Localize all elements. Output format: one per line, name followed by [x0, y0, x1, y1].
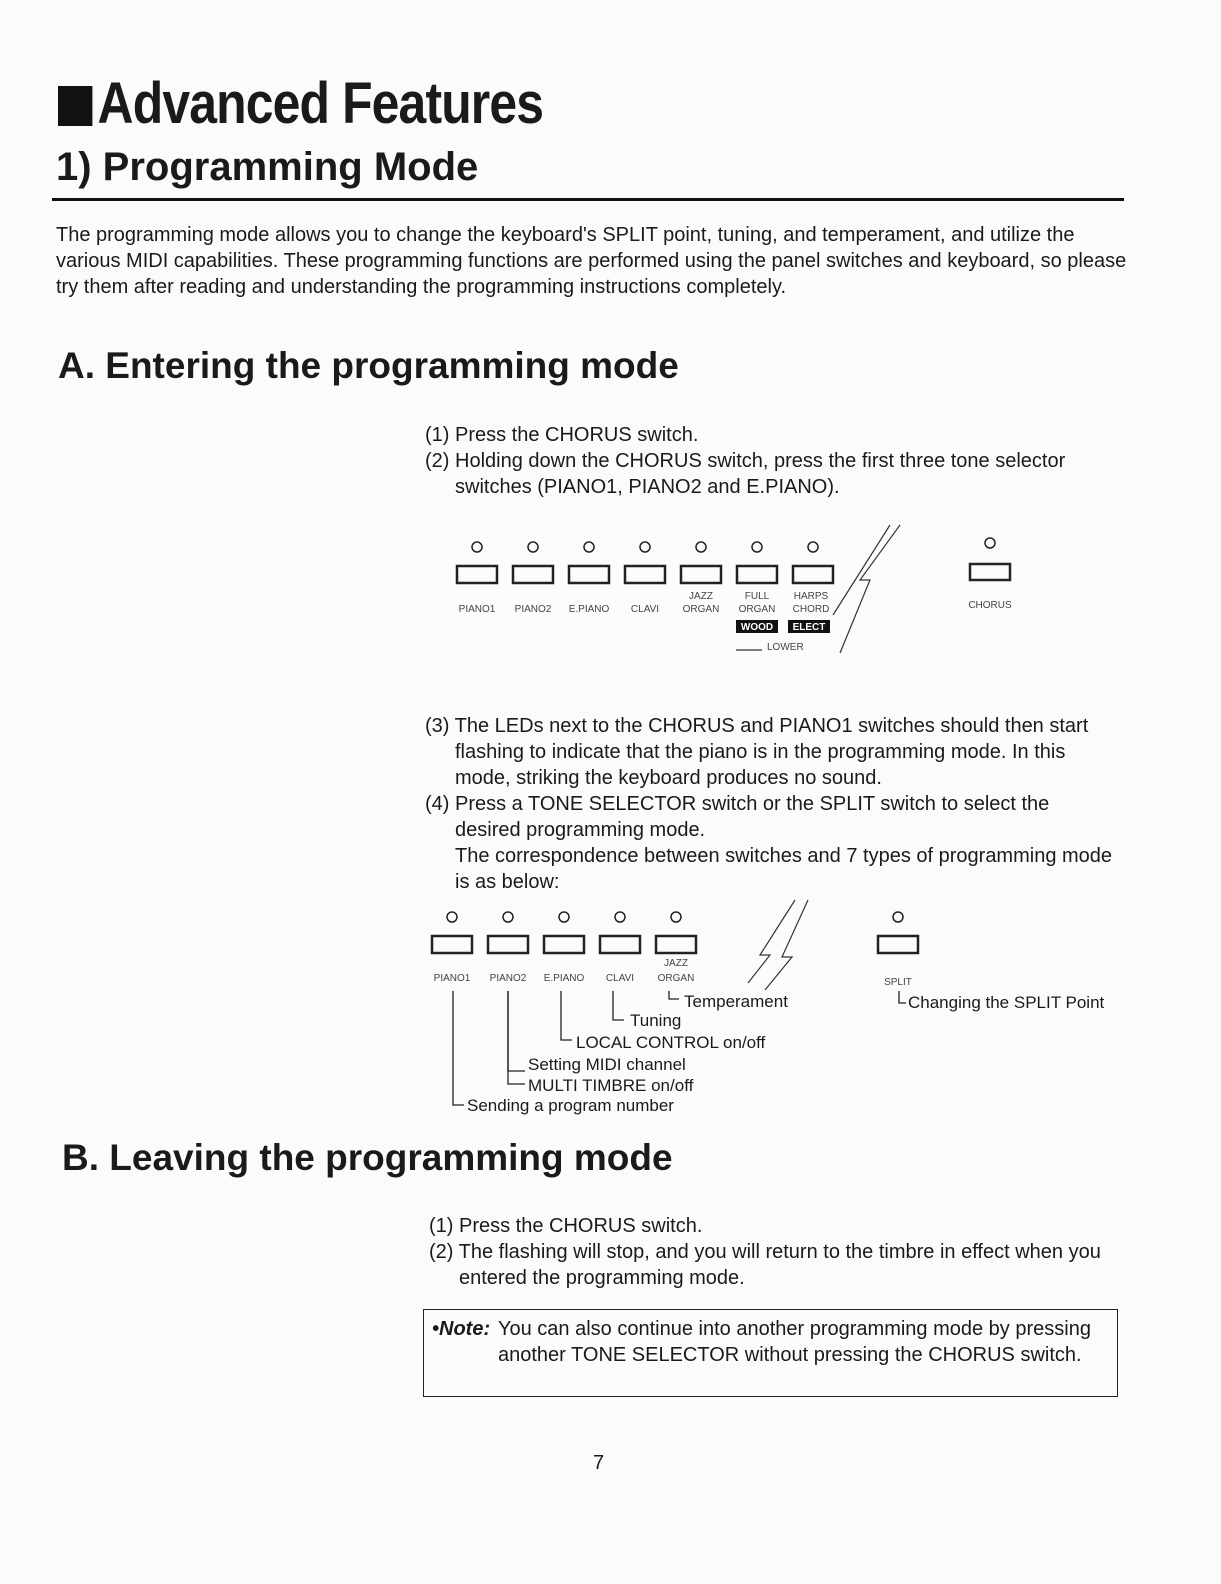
label-piano1: PIANO1: [458, 604, 496, 615]
led-b-epiano: [559, 912, 569, 922]
label-organ-1: ORGAN: [682, 604, 720, 615]
label-organ-2: ORGAN: [738, 604, 776, 615]
led-full-organ: [752, 542, 762, 552]
section-title: 1) Programming Mode: [56, 145, 479, 189]
switch-piano2: [513, 566, 553, 583]
switch-harps-chord: [793, 566, 833, 583]
step-b-2: (2) The flashing will stop, and you will return to the timbre in effect when you entered the programming mode.: [429, 1241, 1101, 1289]
fn-tuning: Tuning: [630, 1011, 682, 1030]
switch-b-clavi: [600, 936, 640, 953]
fn-split-point: Changing the SPLIT Point: [908, 993, 1105, 1012]
switch-full-organ: [737, 566, 777, 583]
switch-piano1: [457, 566, 497, 583]
fn-local-control: LOCAL CONTROL on/off: [576, 1033, 766, 1052]
note-box: [423, 1309, 1118, 1397]
led-chorus: [985, 538, 995, 548]
label-harps: HARPS: [793, 591, 829, 602]
led-jazz-organ: [696, 542, 706, 552]
fn-program-number: Sending a program number: [467, 1096, 674, 1115]
page-title: [58, 70, 543, 137]
label-chorus: CHORUS: [968, 600, 1012, 611]
led-piano2: [528, 542, 538, 552]
leader-multi-timbre: [508, 991, 525, 1084]
note-text: You can also continue into another programming mode by pressing another TONE SELECTOR without pressing the CHORUS switch.: [498, 1318, 1091, 1366]
badge-wood-text: WOOD: [740, 622, 774, 633]
led-harps-chord: [808, 542, 818, 552]
switch-b-piano2: [488, 936, 528, 953]
title-square-bullet: [58, 86, 92, 126]
section-b-heading: B. Leaving the programming mode: [62, 1137, 673, 1178]
label-jazz: JAZZ: [689, 591, 713, 602]
leader-midi-channel: [508, 991, 525, 1071]
step-a-4: (4) Press a TONE SELECTOR switch or the SPLIT switch to select the desired programming mode.: [425, 793, 1050, 841]
label-chord: CHORD: [792, 604, 830, 615]
fn-temperament: Temperament: [684, 992, 788, 1011]
switch-epiano: [569, 566, 609, 583]
label-lower: LOWER: [767, 642, 804, 653]
label-b-split: SPLIT: [884, 977, 912, 988]
label-b-piano1: PIANO1: [433, 973, 471, 984]
label-b-organ: ORGAN: [657, 973, 695, 984]
label-clavi: CLAVI: [630, 604, 660, 615]
note-label: •Note:: [432, 1318, 491, 1340]
led-piano1: [472, 542, 482, 552]
leader-tuning: [613, 991, 624, 1020]
leader-temperament: [669, 991, 679, 999]
switch-b-organ: [656, 936, 696, 953]
switch-b-split: [878, 936, 918, 953]
step-b-1: (1) Press the CHORUS switch.: [429, 1215, 703, 1237]
title-rule: [52, 198, 1124, 201]
led-b-organ: [671, 912, 681, 922]
panel-diagram-a: [440, 520, 1040, 670]
section-a-heading: A. Entering the programming mode: [58, 345, 679, 386]
section-b-steps: [429, 1213, 1119, 1291]
led-b-piano2: [503, 912, 513, 922]
label-full: FULL: [744, 591, 770, 602]
section-a-steps-1: [425, 422, 1115, 500]
led-epiano: [584, 542, 594, 552]
leader-local-control: [561, 991, 572, 1040]
leader-program-number: [453, 991, 464, 1105]
badge-elect-text: ELECT: [792, 622, 826, 633]
leader-split-point: [899, 991, 906, 1003]
led-b-split: [893, 912, 903, 922]
fn-multi-timbre: MULTI TIMBRE on/off: [528, 1076, 694, 1095]
intro-paragraph: The programming mode allows you to change the keyboard's SPLIT point, tuning, and temperament, and utilize the various MIDI capabilities. These programming functions are performed using the panel switches and keyboard, so please try them after reading and understanding the programming instructions completely.: [56, 224, 1127, 298]
label-b-clavi: CLAVI: [605, 973, 635, 984]
break-mark-b-1: [748, 900, 795, 983]
switch-clavi: [625, 566, 665, 583]
label-b-piano2: PIANO2: [489, 973, 527, 984]
label-piano2: PIANO2: [514, 604, 552, 615]
led-clavi: [640, 542, 650, 552]
page-number: 7: [593, 1452, 605, 1474]
switch-b-epiano: [544, 936, 584, 953]
step-a-2: (2) Holding down the CHORUS switch, press the first three tone selector switches (PIANO1, PIANO2 and E.PIANO).: [425, 450, 1066, 498]
step-a-4-detail: The correspondence between switches and 7 types of programming mode is as below:: [455, 845, 1113, 893]
led-b-clavi: [615, 912, 625, 922]
page-title-text: Advanced Features: [97, 71, 544, 136]
step-a-3: (3) The LEDs next to the CHORUS and PIANO1 switches should then start flashing to indicate that the piano is in the programming mode. In this mode, striking the keyboard produces no sound.: [425, 715, 1089, 789]
switch-b-piano1: [432, 936, 472, 953]
label-b-epiano: E.PIANO: [543, 973, 585, 984]
led-b-piano1: [447, 912, 457, 922]
fn-midi-channel: Setting MIDI channel: [528, 1055, 686, 1074]
step-a-1: (1) Press the CHORUS switch.: [425, 424, 699, 446]
switch-chorus: [970, 564, 1010, 580]
panel-diagram-b: [420, 895, 1140, 1125]
section-a-steps-2: [425, 713, 1115, 895]
switch-jazz-organ: [681, 566, 721, 583]
label-epiano: E.PIANO: [568, 604, 610, 615]
label-b-jazz: JAZZ: [664, 958, 688, 969]
